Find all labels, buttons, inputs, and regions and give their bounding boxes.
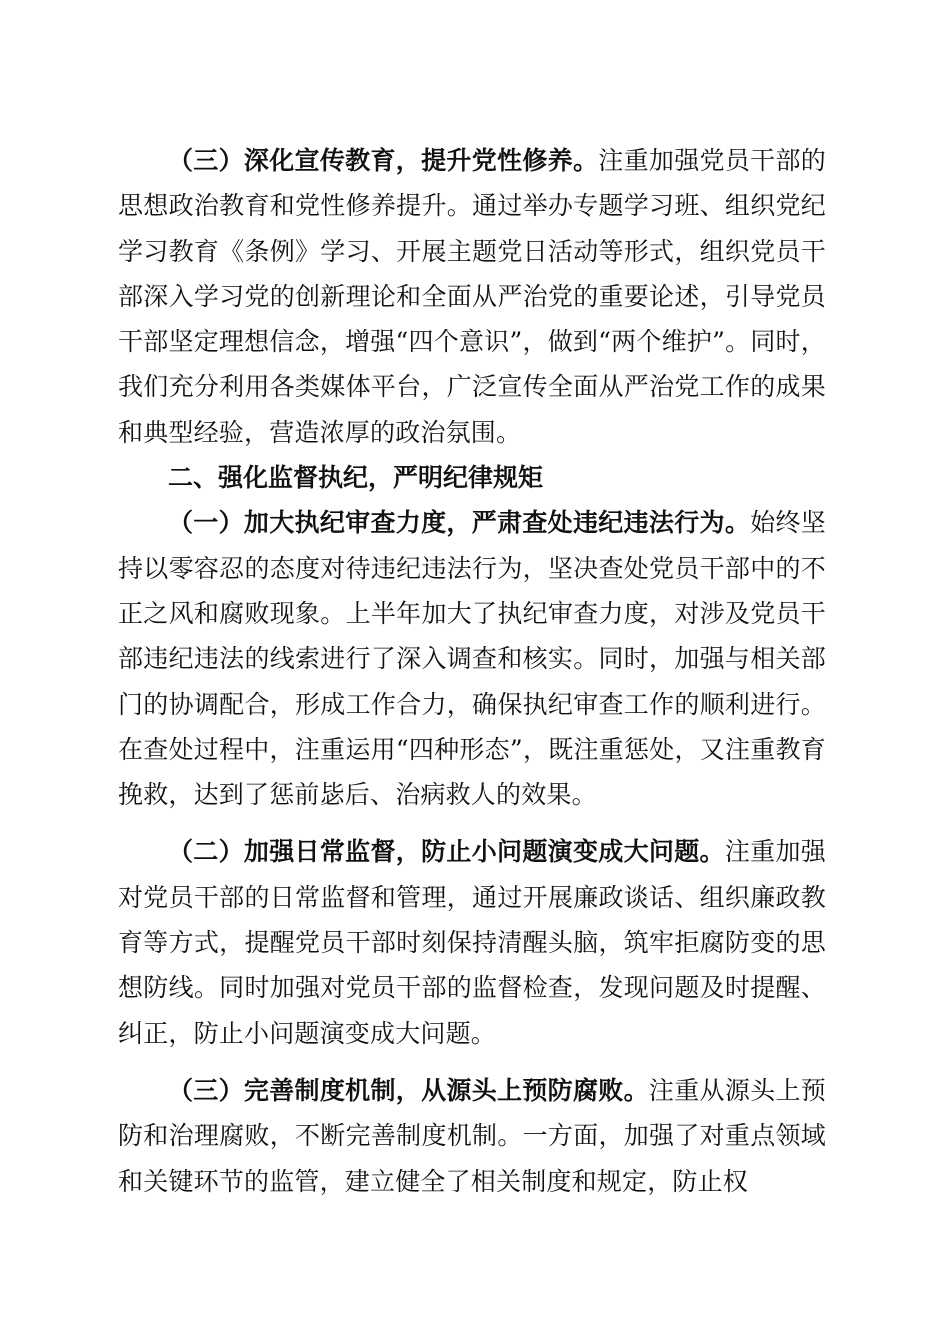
document-page <box>118 138 826 1204</box>
section-heading: 二、强化监督执纪，严明纪律规矩 <box>168 463 544 493</box>
paragraph-lead: （一）加大执纪审查力度，严肃查处违纪违法行为。 <box>168 508 751 538</box>
paragraph-lead: （三）完善制度机制，从源头上预防腐败。 <box>168 1075 649 1105</box>
paragraph-body: 注重加强对党员干部的日常监督和管理，通过开展廉政谈话、组织廉政教育等方式，提醒党员干部时刻保持清醒头脑，筑牢拒腐防变的思想防线。同时加强对党员干部的监督检查，发现问题及时提醒、纠正，防止小问题演变成大问题。 <box>118 837 826 1048</box>
paragraph-daily-supervision <box>118 829 826 1055</box>
paragraph-discipline-review <box>118 500 826 817</box>
paragraph-body: 注重从源头上预防和治理腐败，不断完善制度机制。一方面，加强了对重点领域和关键环节的监管，建立健全了相关制度和规定，防止权 <box>118 1075 826 1196</box>
paragraph-system-mechanism <box>118 1068 826 1204</box>
paragraph-lead: （三）深化宣传教育，提升党性修养。 <box>168 146 599 175</box>
paragraph-lead: （二）加强日常监督，防止小问题演变成大问题。 <box>168 837 725 867</box>
paragraph-propaganda-education <box>118 138 826 455</box>
paragraph-body: 注重加强党员干部的思想政治教育和党性修养提升。通过举办专题学习班、组织党纪学习教育《条例》学习、开展主题党日活动等形式，组织党员干部深入学习党的创新理论和全面从严治党的重要论述，引导党员干部坚定理想信念，增强“四个意识”，做到“两个维护”。同时，我们充分利用各类媒体平台，广泛宣传全面从严治党工作的成果和典型经验，营造浓厚的政治氛围。 <box>118 146 826 447</box>
paragraph-body: 始终坚持以零容忍的态度对待违纪违法行为，坚决查处党员干部中的不正之风和腐败现象。上半年加大了执纪审查力度，对涉及党员干部违纪违法的线索进行了深入调查和核实。同时，加强与相关部门的协调配合，形成工作合力，确保执纪审查工作的顺利进行。在查处过程中，注重运用“四种形态”，既注重惩处，又注重教育挽救，达到了惩前毖后、治病救人的效果。 <box>118 508 826 810</box>
